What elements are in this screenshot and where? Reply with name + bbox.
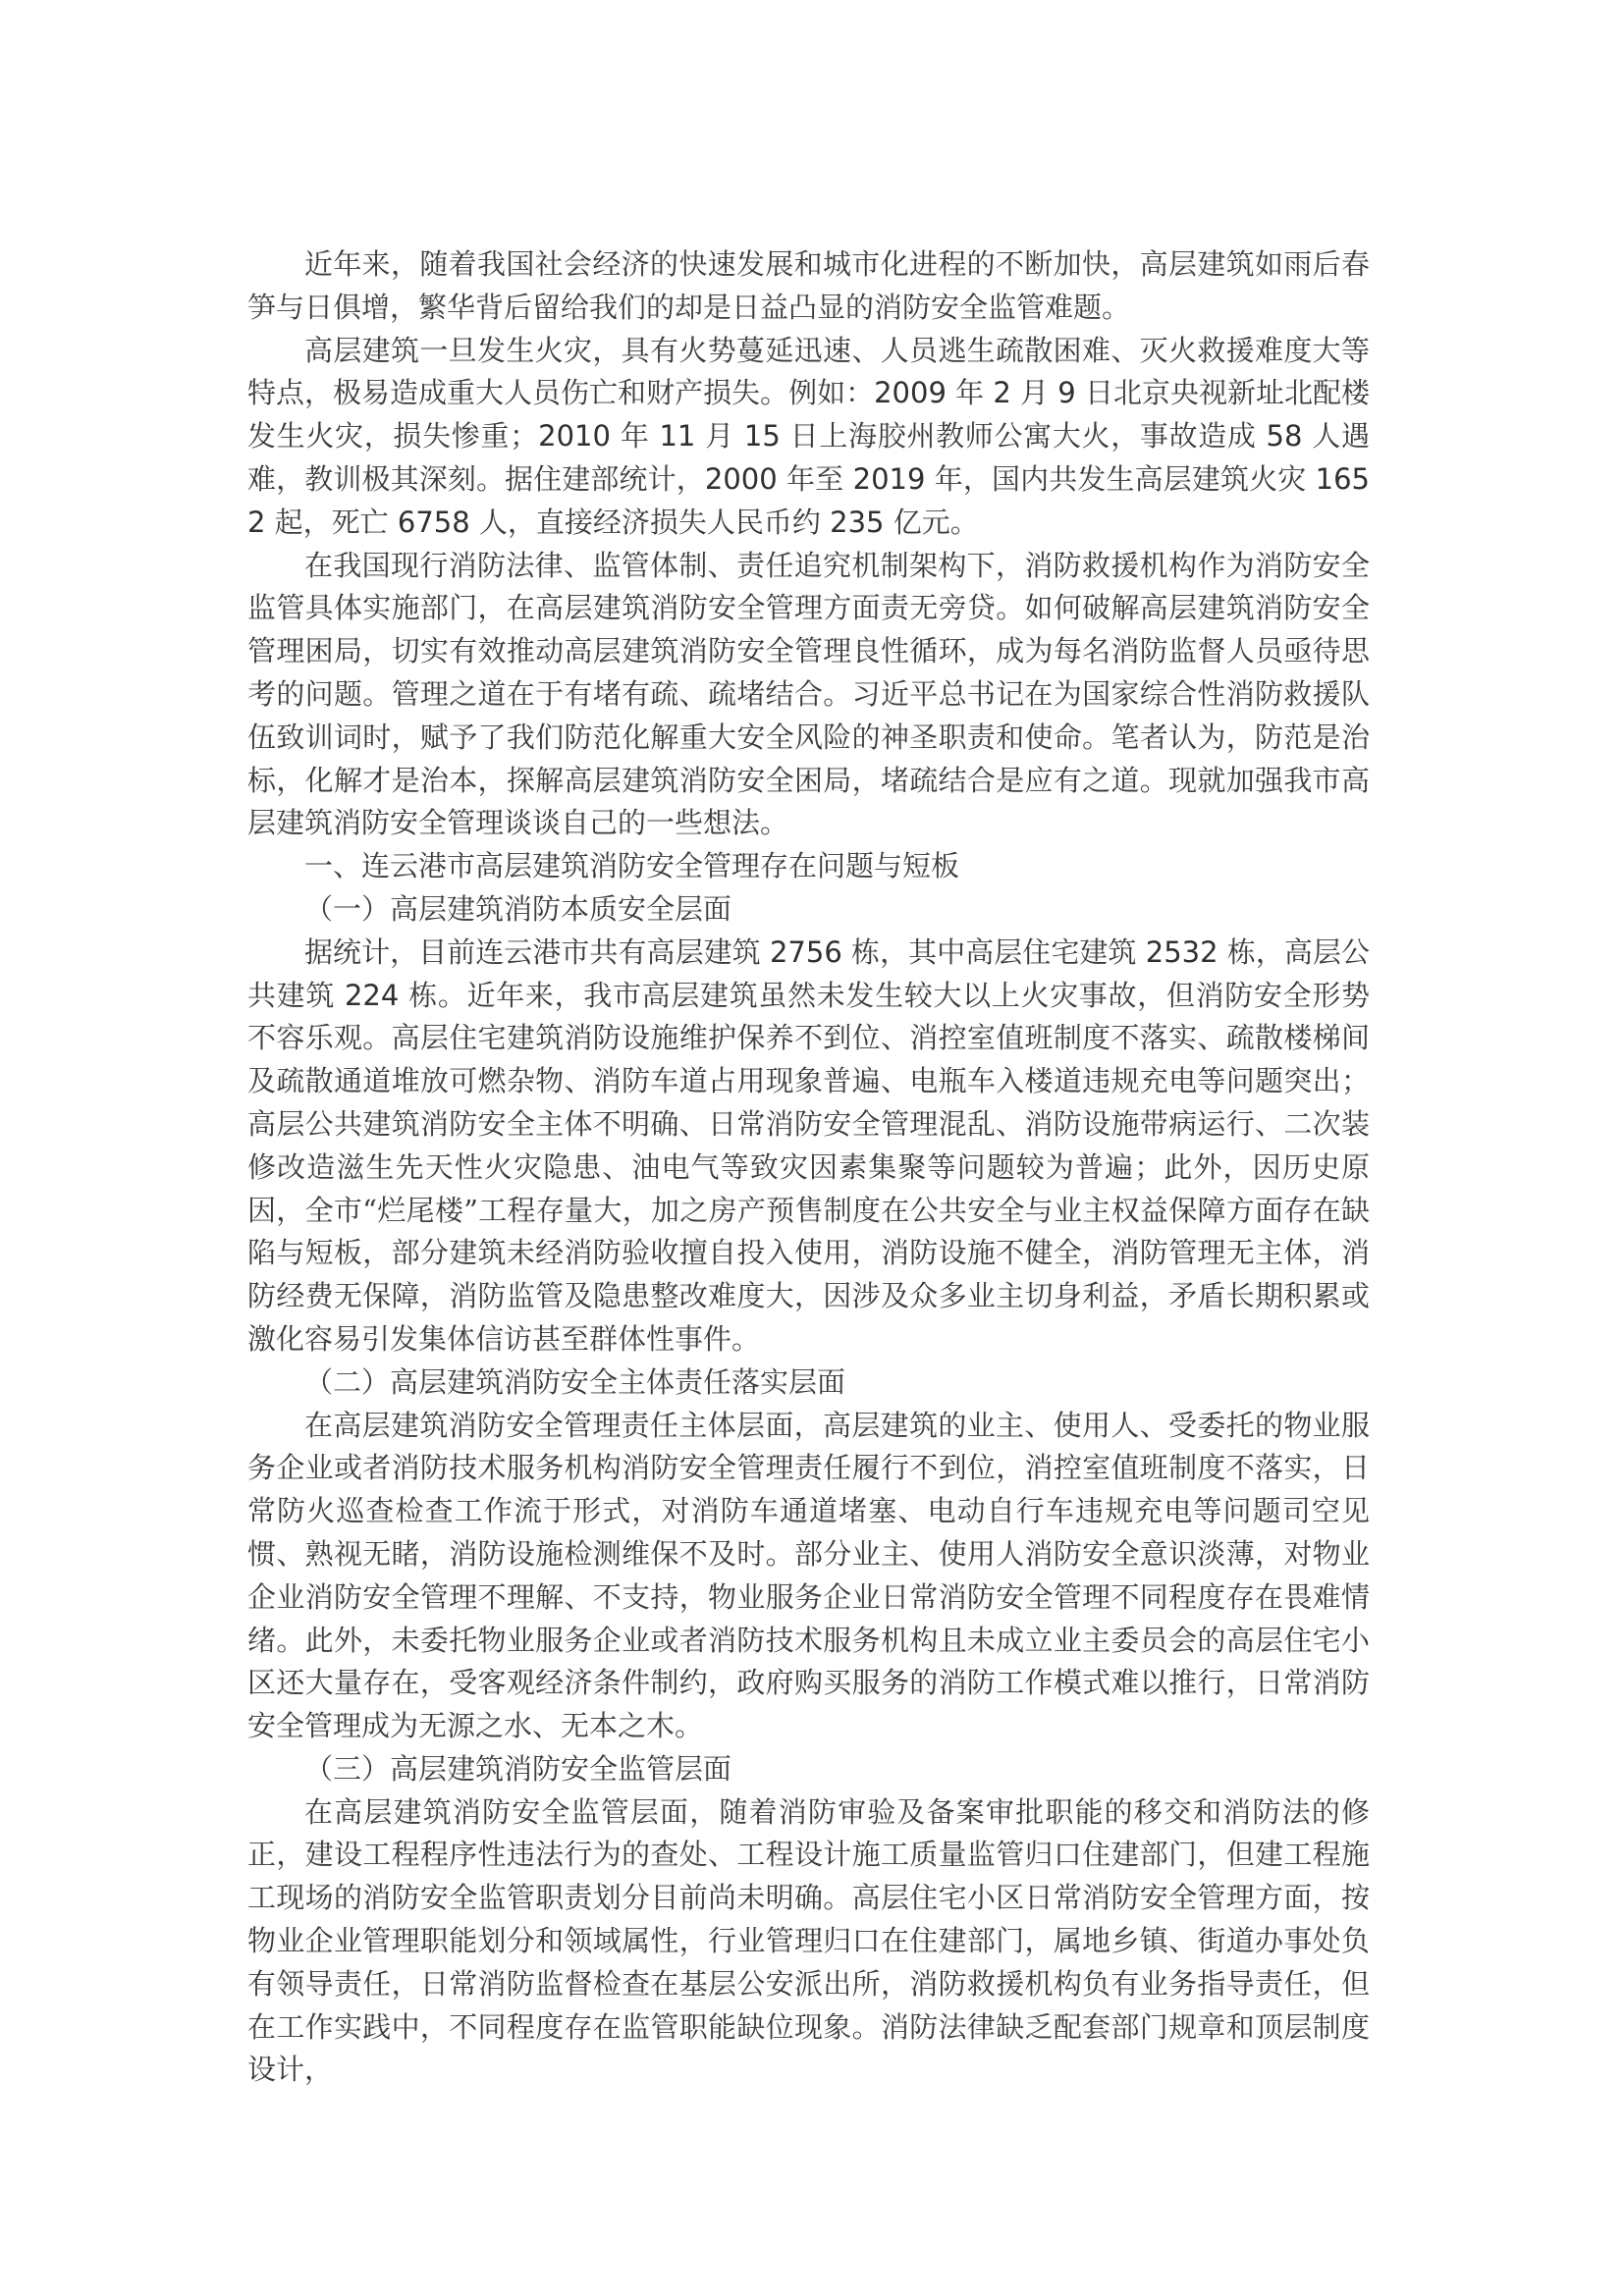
numeric-text: 235 [830,505,885,539]
numeric-text: 11 [659,419,696,454]
subsection-heading: （三）高层建筑消防安全监管层面 [304,1751,732,1786]
numeric-text: 2756 [769,934,842,969]
paragraph: 在高层建筑消防安全监管层面，随着消防审验及备案审批职能的移交和消防法的修正，建设工程程序性违法行为的查处、工程设计施工质量监管归口住建部门，但建工程施工现场的消防安全监管职责划分目前尚未明确。高层住宅小区日常消防安全管理方面，按物业企业管理职能划分和领域属性，行业管理归口在住建部门，属地乡镇、街道办事处负有领导责任，日常消防监督检查在基层公安派出所，消防救援机构负有业务指导责任，但在工作实践中，不同程度存在监管职能缺位现象。消防法律缺乏配套部门规章和顶层制度设计， [247,1794,1370,2087]
numeric-text: 2 [993,376,1011,410]
numeric-text: 2019 [852,461,926,496]
numeric-text: 9 [1057,376,1076,410]
paragraph: 近年来，随着我国社会经济的快速发展和城市化进程的不断加快，高层建筑如雨后春笋与日俱增，繁华背后留给我们的却是日益凸显的消防安全监管难题。 [247,247,1370,324]
numeric-text: 6758 [397,505,470,539]
numeric-text: 15 [743,419,781,454]
numeric-text: 2009 [874,376,947,410]
paragraph: 高层建筑一旦发生火灾，具有火势蔓延迅速、人员逃生疏散困难、灭火救援难度大等特点，极易造成重大人员伤亡和财产损失。例如：2009 年 2 月 9 日北京央视新址北配楼发生火灾，损失惨重；2010 年 11 月 15 日上海胶州教师公寓大火，事故造成 58 人遇难，教训极其深刻。据住建部统计，2000 年至 2019 年，国内共发生高层建筑火灾 1652 起，死亡 6758 人，直接经济损失人民币约 235 亿元。 [247,333,1371,539]
numeric-text: 2010 [538,419,611,454]
paragraph: 在我国现行消防法律、监管体制、责任追究机制架构下，消防救援机构作为消防安全监管具体实施部门，在高层建筑消防安全管理方面责无旁贷。如何破解高层建筑消防安全管理困局，切实有效推动高层建筑消防安全管理良性循环，成为每名消防监督人员亟待思考的问题。管理之道在于有堵有疏、疏堵结合。习近平总书记在为国家综合性消防救援队伍致训词时，赋予了我们防范化解重大安全风险的神圣职责和使命。笔者认为，防范是治标，化解才是治本，探解高层建筑消防安全困局，堵疏结合是应有之道。现就加强我市高层建筑消防安全管理谈谈自己的一些想法。 [247,548,1370,840]
numeric-text: 1652 [247,461,1371,539]
numeric-text: 2000 [704,461,778,496]
subsection-heading: （二）高层建筑消防安全主体责任落实层面 [304,1364,846,1399]
subsection-heading: （一）高层建筑消防本质安全层面 [304,891,732,926]
document-body [247,243,1370,2092]
numeric-text: 2532 [1145,934,1218,969]
numeric-text: 224 [344,978,400,1012]
section-heading: 一、连云港市高层建筑消防安全管理存在问题与短板 [304,849,960,883]
paragraph: 在高层建筑消防安全管理责任主体层面，高层建筑的业主、使用人、受委托的物业服务企业或者消防技术服务机构消防安全管理责任履行不到位，消控室值班制度不落实，日常防火巡查检查工作流于形式，对消防车通道堵塞、电动自行车违规充电等问题司空见惯、熟视无睹，消防设施检测维保不及时。部分业主、使用人消防安全意识淡薄，对物业企业消防安全管理不理解、不支持，物业服务企业日常消防安全管理不同程度存在畏难情绪。此外，未委托物业服务企业或者消防技术服务机构且未成立业主委员会的高层住宅小区还大量存在，受客观经济条件制约，政府购买服务的消防工作模式难以推行，日常消防安全管理成为无源之水、无本之木。 [247,1408,1370,1743]
numeric-text: 58 [1266,419,1303,454]
paragraph: 据统计，目前连云港市共有高层建筑 2756 栋，其中高层住宅建筑 2532 栋，高层公共建筑 224 栋。近年来，我市高层建筑虽然未发生较大以上火灾事故，但消防安全形势不容乐观。高层住宅建筑消防设施维护保养不到位、消控室值班制度不落实、疏散楼梯间及疏散通道堆放可燃杂物、消防车道占用现象普遍、电瓶车入楼道违规充电等问题突出；高层公共建筑消防安全主体不明确、日常消防安全管理混乱、消防设施带病运行、二次装修改造滋生先天性火灾隐患、油电气等致灾因素集聚等问题较为普遍；此外，因历史原因，全市“烂尾楼”工程存量大，加之房产预售制度在公共安全与业主权益保障方面存在缺陷与短板，部分建筑未经消防验收擅自投入使用，消防设施不健全，消防管理无主体，消防经费无保障，消防监管及隐患整改难度大，因涉及众多业主切身利益，矛盾长期积累或激化容易引发集体信访甚至群体性事件。 [247,934,1370,1356]
